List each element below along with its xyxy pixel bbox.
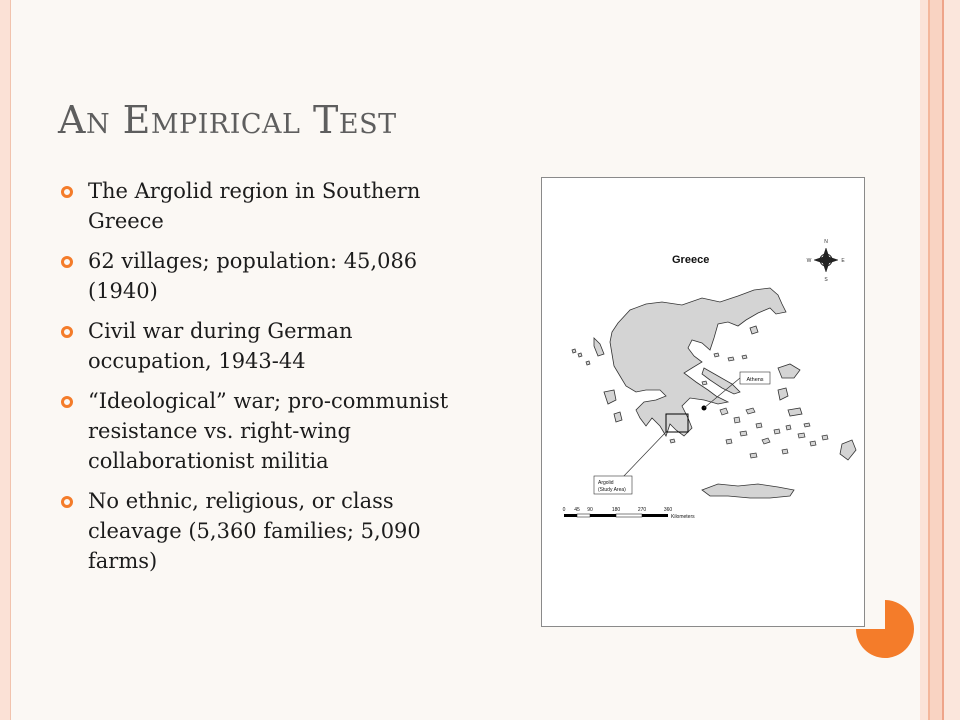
scale-tick-label: 0 (562, 507, 566, 513)
bullet-text: “Ideological” war; pro-communist resistance vs. right-wing collaborationist militia (88, 389, 449, 473)
ring-bullet-icon (60, 176, 88, 236)
zakynthos-island-shape (614, 412, 622, 422)
map-title: Greece (672, 254, 710, 266)
argolid-label-line1: Argolid (598, 480, 614, 486)
thasos-island-shape (750, 326, 758, 334)
slide-title: An Empirical Test (58, 98, 397, 142)
greece-mainland-shape (610, 288, 786, 436)
bullet-item (60, 316, 480, 376)
right-stripe-decoration (920, 0, 960, 720)
argolid-callout-line (622, 432, 666, 478)
scale-unit-label: Kilometers (671, 514, 695, 520)
argolid-label-line2: (Study Area) (598, 487, 626, 493)
compass-east-label: E (841, 258, 845, 264)
ring-bullet-icon (60, 486, 88, 576)
scale-tick-label: 90 (587, 507, 593, 513)
samos-island-shape (788, 408, 802, 416)
left-border-decoration (0, 0, 11, 720)
scale-tick-label: 180 (611, 507, 621, 513)
bullet-text: Civil war during German occupation, 1943-44 (88, 319, 353, 373)
corner-decoration-shape (856, 600, 914, 658)
scale-tick-label: 360 (663, 507, 673, 513)
bullet-text: 62 villages; population: 45,086 (1940) (88, 249, 418, 303)
compass-south-label: S (824, 277, 828, 283)
rhodes-island-shape (840, 440, 856, 460)
bullet-item (60, 486, 480, 576)
corfu-island-shape (594, 338, 604, 356)
bullet-text: The Argolid region in Southern Greece (88, 179, 421, 233)
greece-map (541, 177, 865, 627)
bullet-item (60, 246, 480, 306)
scale-tick-label: 270 (637, 507, 647, 513)
chios-island-shape (778, 388, 788, 400)
bullet-list (60, 176, 480, 586)
kefalonia-island-shape (604, 390, 616, 404)
ring-bullet-icon (60, 316, 88, 376)
lesbos-island-shape (778, 364, 800, 378)
athens-label: Athens (746, 377, 764, 383)
crete-island-shape (702, 484, 794, 498)
bullet-item (60, 386, 480, 476)
compass-north-label: N (824, 239, 828, 245)
compass-west-label: W (806, 258, 812, 264)
compass-rose-icon (807, 239, 846, 283)
scale-tick-label: 45 (574, 507, 580, 513)
bullet-text: No ethnic, religious, or class cleavage (5,360 families; 5,090 farms) (88, 489, 421, 573)
bullet-item (60, 176, 480, 236)
map-graphic (542, 178, 864, 626)
ring-bullet-icon (60, 246, 88, 306)
ring-bullet-icon (60, 386, 88, 476)
scale-bar (563, 507, 696, 520)
